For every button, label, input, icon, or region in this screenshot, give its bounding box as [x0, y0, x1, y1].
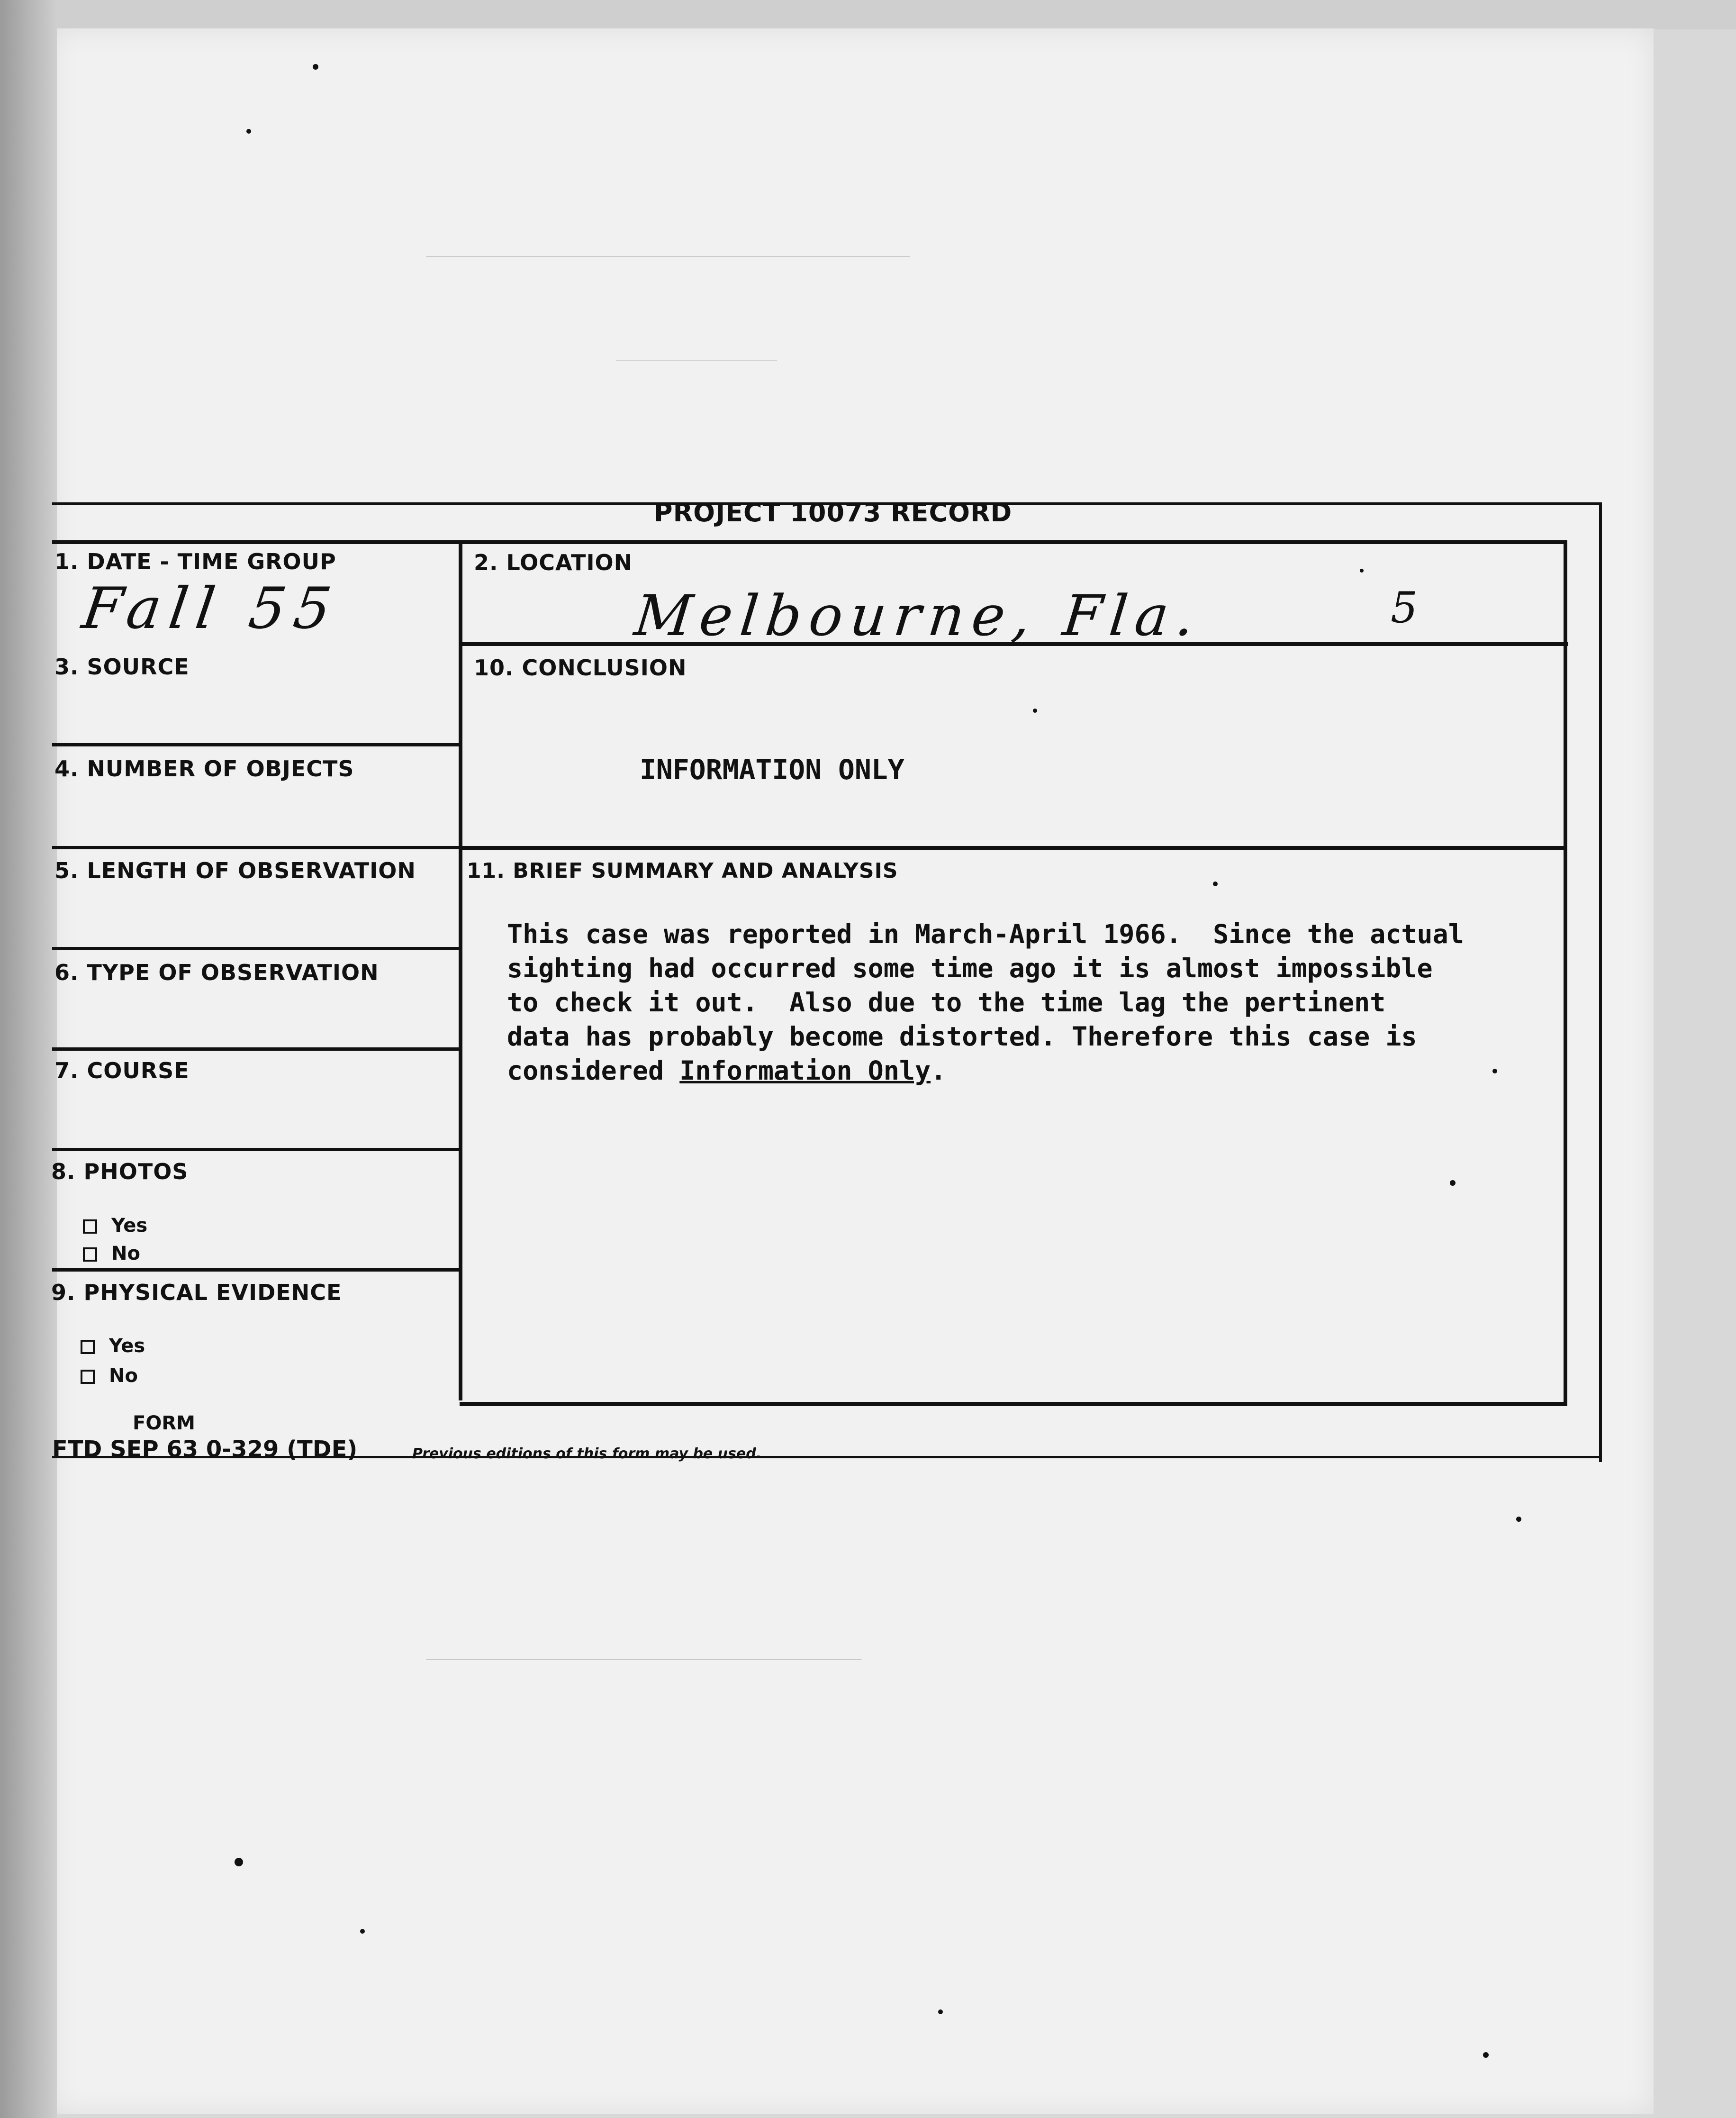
- scan-top-band: [0, 0, 1736, 29]
- label-physical-evidence: 9. PHYSICAL EVIDENCE: [51, 1280, 342, 1305]
- summary-text: [507, 917, 1549, 1088]
- rule-type: [52, 1047, 462, 1051]
- scan-speck: [1483, 2052, 1489, 2058]
- bleed-through-text: ――――――――――: [616, 351, 777, 368]
- scan-speck: [360, 1929, 365, 1934]
- label-course: 7. COURSE: [54, 1058, 190, 1083]
- scan-speck: [1213, 882, 1218, 886]
- photos-no-option[interactable]: [83, 1243, 140, 1264]
- photos-no-label: No: [111, 1243, 140, 1264]
- summary-line: sighting had occurred some time ago it is almost impossible: [507, 953, 1433, 983]
- label-number-of-objects: 4. NUMBER OF OBJECTS: [54, 756, 354, 782]
- checkbox-icon[interactable]: [81, 1340, 95, 1354]
- scan-left-shadow: [0, 0, 57, 2118]
- scan-speck: [235, 1858, 243, 1866]
- rule-course: [52, 1148, 462, 1151]
- location-value: Melbourne, Fla.: [631, 583, 1205, 648]
- form-title: PROJECT 10073 RECORD: [654, 498, 1013, 527]
- evidence-no-option[interactable]: [81, 1365, 138, 1387]
- rule-source: [52, 743, 462, 746]
- summary-last-suffix: .: [931, 1055, 947, 1086]
- rule-objects: [52, 846, 462, 849]
- footer-note: Previous editions of this form may be used.: [412, 1445, 762, 1462]
- top-rule-left: [52, 540, 621, 544]
- label-date-time-group: 1. DATE - TIME GROUP: [54, 549, 336, 574]
- rule-length: [52, 947, 462, 950]
- summary-line: to check it out. Also due to the time lag the pertinent: [507, 987, 1386, 1018]
- summary-last-line: [507, 1054, 1549, 1088]
- checkbox-icon[interactable]: [83, 1219, 97, 1234]
- scan-speck: [938, 2009, 943, 2014]
- conclusion-value: INFORMATION ONLY: [640, 754, 904, 786]
- scan-speck: [313, 64, 318, 70]
- footer-form-word: FORM: [133, 1412, 195, 1434]
- rule-conclusion-summary: [460, 846, 1564, 850]
- summary-line: data has probably become distorted. Therefore this case is: [507, 1021, 1417, 1052]
- summary-last-prefix: considered: [507, 1055, 680, 1086]
- photos-yes-option[interactable]: [83, 1215, 147, 1236]
- date-time-value: Fall 55: [78, 576, 344, 642]
- evidence-yes-option[interactable]: [81, 1335, 145, 1357]
- checkbox-icon[interactable]: [83, 1247, 97, 1262]
- scan-speck: [1360, 569, 1364, 573]
- footer-form-code: FTD SEP 63 0-329 (TDE): [52, 1436, 358, 1463]
- label-photos: 8. PHOTOS: [51, 1159, 189, 1184]
- scan-speck: [246, 129, 251, 134]
- label-location: 2. LOCATION: [474, 550, 633, 575]
- summary-line: This case was reported in March-April 1966. Since the actual: [507, 919, 1464, 949]
- summary-underlined-phrase: Information Only: [679, 1055, 931, 1086]
- bleed-through-text: ―――――――――――――――――――――――――――: [426, 1649, 861, 1667]
- label-brief-summary: 11. BRIEF SUMMARY AND ANALYSIS: [467, 859, 898, 883]
- checkbox-icon[interactable]: [81, 1370, 95, 1384]
- location-margin-mark: 5: [1391, 583, 1418, 633]
- column-divider: [459, 543, 462, 1400]
- scan-speck: [1516, 1517, 1521, 1522]
- photos-yes-label: Yes: [111, 1215, 148, 1236]
- label-type-of-observation: 6. TYPE OF OBSERVATION: [54, 960, 379, 985]
- label-conclusion: 10. CONCLUSION: [474, 655, 687, 681]
- scan-speck: [1033, 709, 1037, 713]
- evidence-yes-label: Yes: [109, 1335, 145, 1357]
- scan-speck: [1450, 1180, 1456, 1186]
- bleed-through-text: ――――――――――――――――――――――――――――――: [426, 246, 910, 264]
- scan-speck: [1492, 1069, 1497, 1073]
- rule-photos: [52, 1268, 462, 1272]
- label-source: 3. SOURCE: [54, 654, 190, 680]
- evidence-no-label: No: [109, 1365, 138, 1387]
- label-length-of-observation: 5. LENGTH OF OBSERVATION: [54, 858, 416, 883]
